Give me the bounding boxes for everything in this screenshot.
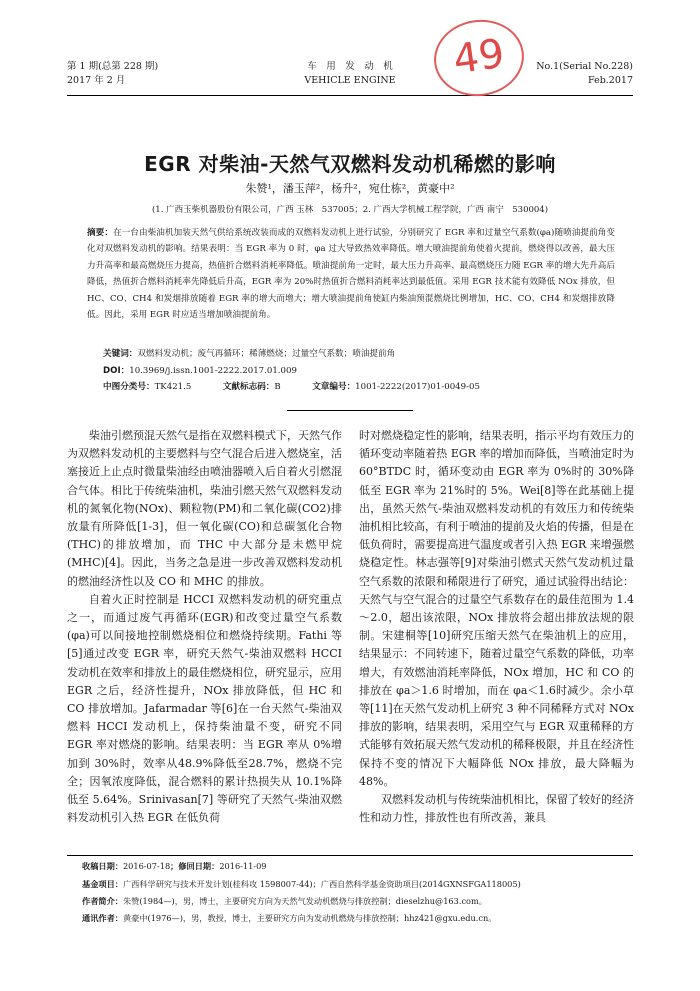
keywords-label: 关键词：: [103, 349, 138, 359]
doc-code-label: 文献标志码：: [222, 382, 275, 392]
fund-text: 广西科学研究与技术开发计划(桂科攻 1598007-44)；广西自然科学基金资助项目(2014GXNSFGA118005): [122, 879, 521, 889]
contact-text: 黄豪中(1976—)，男，教授，博士，主要研究方向为发动机燃烧与排放控制；hhz421@gxu.edu.cn。: [122, 913, 497, 923]
keywords-text: 双燃料发动机；废气再循环；稀薄燃烧；过量空气系数；喷油提前角: [137, 349, 396, 359]
fund-label: 基金项目：: [82, 879, 123, 889]
footnote-fund: [82, 878, 521, 891]
journal-header: [67, 60, 633, 94]
abstract-label: 摘要：: [87, 228, 113, 238]
contact-label: 通讯作者：: [82, 913, 123, 923]
doc-code-value: B: [274, 382, 281, 392]
clc-label: 中图分类号：: [103, 382, 155, 392]
doi-label: DOI：: [103, 366, 130, 376]
serial-info: [536, 60, 633, 88]
paper-title: EGR 对柴油-天然气双燃料发动机稀燃的影响: [144, 152, 556, 176]
body-paragraph: 双燃料发动机与传统柴油机相比，保留了较好的经济性和动力性，排放性也有所改善，兼具: [359, 793, 634, 825]
footnote-contact: [82, 912, 496, 925]
body-paragraph: 时对燃烧稳定性的影响，结果表明，指示平均有效压力的循环变动率随着热 EGR 率的增加而降低，当喷油定时为 60°BTDC 时，循环变动由 EGR 率为 0%时的 30%降低至 EGR 率为 21%时的 5%。Wei[8]等在此基础上提出，虽然天然气-柴油双燃料发动机的有效压力和传统柴油机相比较高，有利于喷油的提前及火焰的传播，但是在低负荷时，需要提高进气温度或者引入热 EGR 来增强燃烧稳定性。林志强等[9]对柴油引燃式天然气发动机过量空气系数的浓限和稀限进行了研究，通过试验得出结论：天然气与空气混合的过量空气系数存在的最佳范围为 1.4～2.0，超出该浓限，NOx 排放将会超出排放法规的限制。宋建桐等[10]研究压缩天然气在柴油机上的应用，结果显示：不同转速下，随着过量空气系数的降低，功率增大，有效燃油消耗率降低，NOx 增加，HC 和 CO 的排放在 φa＞1.6 时增加，而在 φa＜1.6时减少。余小草等[11]在天然气发动机上研究 3 种不同稀释方式对 NOx 排放的影响，结果表明，采用空气与 EGR 双重稀释的方式能够有效拓展天然气发动机的稀释极限，并且在经济性保持不变的情况下大幅降低 NOx 排放，最大降幅为 48%。: [359, 429, 634, 788]
article-number-value: 1001-2222(2017)01-0049-05: [355, 382, 480, 392]
clc-value: TK421.5: [154, 382, 192, 392]
body-paragraph: 自着火正时控制是 HCCI 双燃料发动机的研究重点之一，而通过废气再循环(EGR)和改变过量空气系数(φa)可以间接地控制燃烧相位和燃烧持续期。Fathi 等[5]通过改变 EGR 率，研究天然气-柴油双燃料 HCCI 发动机在效率和排放上的最佳燃烧相位，研究显示，应用 EGR 之后，经济性提升，NOx 排放降低，但 HC 和 CO 排放增加。Jafarmadar 等[6]在一台天然气-柴油双燃料 HCCI 发动机上，保持柴油量不变，研究不同 EGR 率对燃烧的影响。结果表明：当 EGR 率从 0%增加到 30%时，效率从48.9%降低至28.7%，燃烧不完全；因氧浓度降低，混合燃料的累计热损失从 10.1%降低至 5.64%。Srinivasan[7] 等研究了天然气-柴油双燃料发动机引入热 EGR 在低负荷: [67, 592, 342, 825]
revised-date: 2016-11-09: [219, 861, 267, 871]
abstract-separator: [287, 410, 413, 411]
body-paragraph: 柴油引燃预混天然气是指在双燃料模式下，天然气作为双燃料发动机的主要燃料与空气混合后进入燃烧室，活塞接近上止点时微量柴油经由喷油器喷入后自着火引燃混合气体。相比于传统柴油机，柴油引燃天然气双燃料发动机的氮氧化物(NOx)、颗粒物(PM)和二氧化碳(CO2)排放量有所降低[1-3]，但一氧化碳(CO)和总碳氢化合物(THC)的排放增加，而 THC 中大部分是未燃甲烷(MHC)[4]。因此，当务之急是进一步改善双燃料发动机的燃油经济性以及 CO 和 MHC 的排放。: [67, 429, 342, 588]
author-list: 朱赞¹，潘玉萍²，杨升²，宛仕栋²，黄豪中²: [245, 182, 455, 195]
serial-number: No.1(Serial No.228): [536, 61, 633, 72]
issue-date: 2017 年 2 月: [67, 75, 126, 86]
handwritten-stamp: 49: [429, 14, 529, 102]
doi-text: 10.3969/j.issn.1001-2222.2017.01.009: [129, 366, 297, 376]
footnote-author: [82, 895, 487, 908]
serial-date: Feb.2017: [588, 75, 633, 86]
author-bio-label: 作者简介：: [82, 896, 123, 906]
revised-label: ；修回日期：: [170, 861, 220, 871]
journal-name-cn: 车 用 发 动 机: [307, 61, 393, 72]
footnote-dates: [82, 860, 267, 873]
header-rule: [67, 95, 633, 96]
body-right-column: [359, 427, 634, 827]
abstract: [87, 225, 615, 323]
affiliation: (1. 广西玉柴机器股份有限公司，广西 玉林 537005；2. 广西大学机械工程学院，广西 南宁 530004): [151, 205, 549, 215]
issue-number: 第 1 期(总第 228 期): [67, 61, 159, 72]
author-bio-text: 朱赞(1984—)，男，博士，主要研究方向为天然气发动机燃烧与排放控制；dieselzhu@163.com。: [122, 896, 487, 906]
journal-name-en: VEHICLE ENGINE: [304, 75, 396, 86]
footnote-rule: [67, 855, 633, 856]
keywords: [103, 347, 395, 361]
received-date: 2016-07-18: [122, 861, 171, 871]
body-left-column: [67, 427, 342, 827]
classification-line: [103, 380, 480, 394]
doi: [103, 364, 297, 378]
article-number-label: 文章编号：: [312, 382, 356, 392]
abstract-text: 在一台由柴油机加装天然气供给系统改装而成的双燃料发动机上进行试验，分别研究了 EGR 率和过量空气系数(φa)随喷油提前角变化对双燃料发动机的影响。结果表明：当 EGR 率为 0 时，φa 过大导致热效率降低。增大喷油提前角使着火提前，燃烧得以改善，最大压力升高率和最高燃烧压力提高，热值折合燃料消耗率降低。喷油提前角一定时，最大压力升高率、最高燃烧压力随 EGR 率的增大先升高后降低，热值折合燃料消耗率先降低后升高，EGR 率为 20%时热值折合燃料消耗率达到最低值。采用 EGR 技术能有效降低 NOx 排放，但 HC、CO、CH4 和炭烟排放随着 EGR 率的增大而增大；增大喷油提前角使缸内柴油预混燃烧比例增加，HC、CO、CH4 和炭烟排放降低。因此，采用 EGR 时应适当增加喷油提前角。: [87, 228, 615, 321]
received-label: 收稿日期：: [82, 861, 123, 871]
